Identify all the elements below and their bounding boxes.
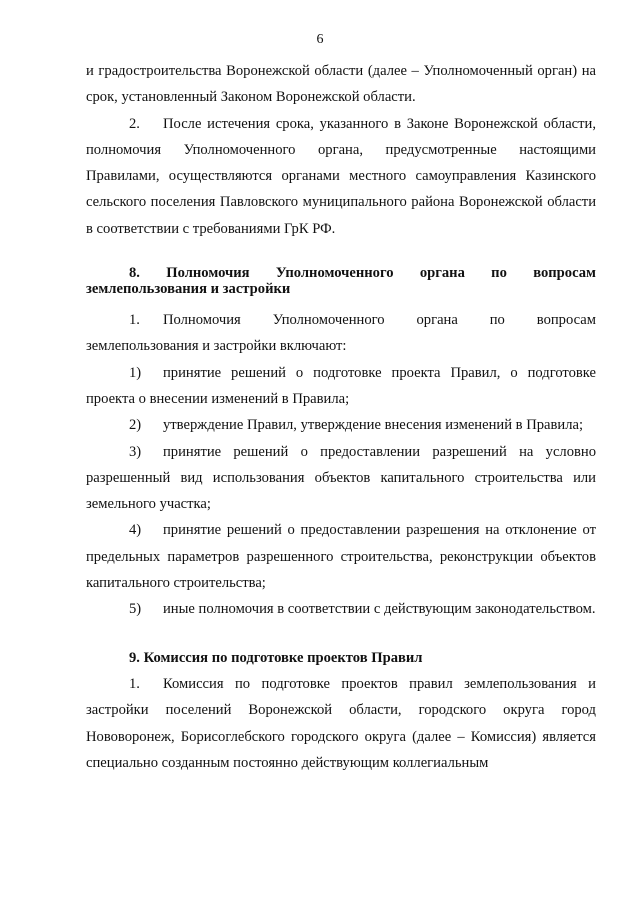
page-number: 6	[316, 32, 324, 47]
list-item	[86, 439, 596, 518]
item-text: иные полномочия в соответствии с действующим законодательством.	[163, 601, 596, 618]
item-number: 1.	[129, 312, 140, 329]
section-8-heading: 8. Полномочия Уполномоченного органа по вопросам землепользования и застройки	[86, 265, 596, 297]
item-number: 1)	[129, 364, 142, 381]
list-item	[86, 596, 596, 622]
paragraph-continuation: и градостроительства Воронежской области (далее – Уполномоченный орган) на срок, установленный Законом Воронежской области.	[86, 63, 596, 106]
section-9-item-1	[86, 671, 596, 776]
item-text: принятие решений о предоставлении разрешений на условно разрешенный вид использования объектов капитального строительства или земельного участка;	[86, 443, 596, 513]
list-item	[86, 360, 596, 413]
item-text: принятие решений о предоставлении разрешения на отклонение от предельных параметров разрешенного строительства, реконструкции объектов капитального строительства;	[86, 522, 596, 592]
item-text: принятие решений о подготовке проекта Правил, о подготовке проекта о внесении изменений в Правила;	[86, 364, 596, 407]
list-item	[86, 412, 596, 438]
section-9-heading: 9. Комиссия по подготовке проектов Правил	[129, 649, 423, 666]
item-text: После истечения срока, указанного в Законе Воронежской области, полномочия Уполномоченного органа, предусмотренные настоящими Правилами, осуществляются органами местного самоуправления Казинского сельского поселения Павловского муниципального района Воронежской области в соответствии с требованиями ГрК РФ.	[86, 115, 596, 237]
item-number: 1.	[129, 675, 140, 692]
section-8-item-1	[86, 307, 596, 360]
item-number: 5)	[129, 601, 142, 618]
section-7-item-2	[86, 111, 596, 242]
item-number: 2.	[129, 115, 140, 132]
item-number: 3)	[129, 443, 142, 460]
list-item	[86, 517, 596, 596]
item-text: Полномочия Уполномоченного органа по вопросам землепользования и застройки включают:	[86, 312, 596, 355]
item-text: утверждение Правил, утверждение внесения изменений в Правила;	[163, 417, 584, 434]
item-number: 4)	[129, 522, 142, 539]
item-number: 2)	[129, 417, 142, 434]
document-body	[86, 58, 596, 776]
item-text: Комиссия по подготовке проектов правил землепользования и застройки поселений Воронежской области, городского округа город Нововоронеж, Борисоглебского городского округа (далее – Комиссия) является специально созданным постоянно действующим коллегиальным	[86, 675, 596, 771]
